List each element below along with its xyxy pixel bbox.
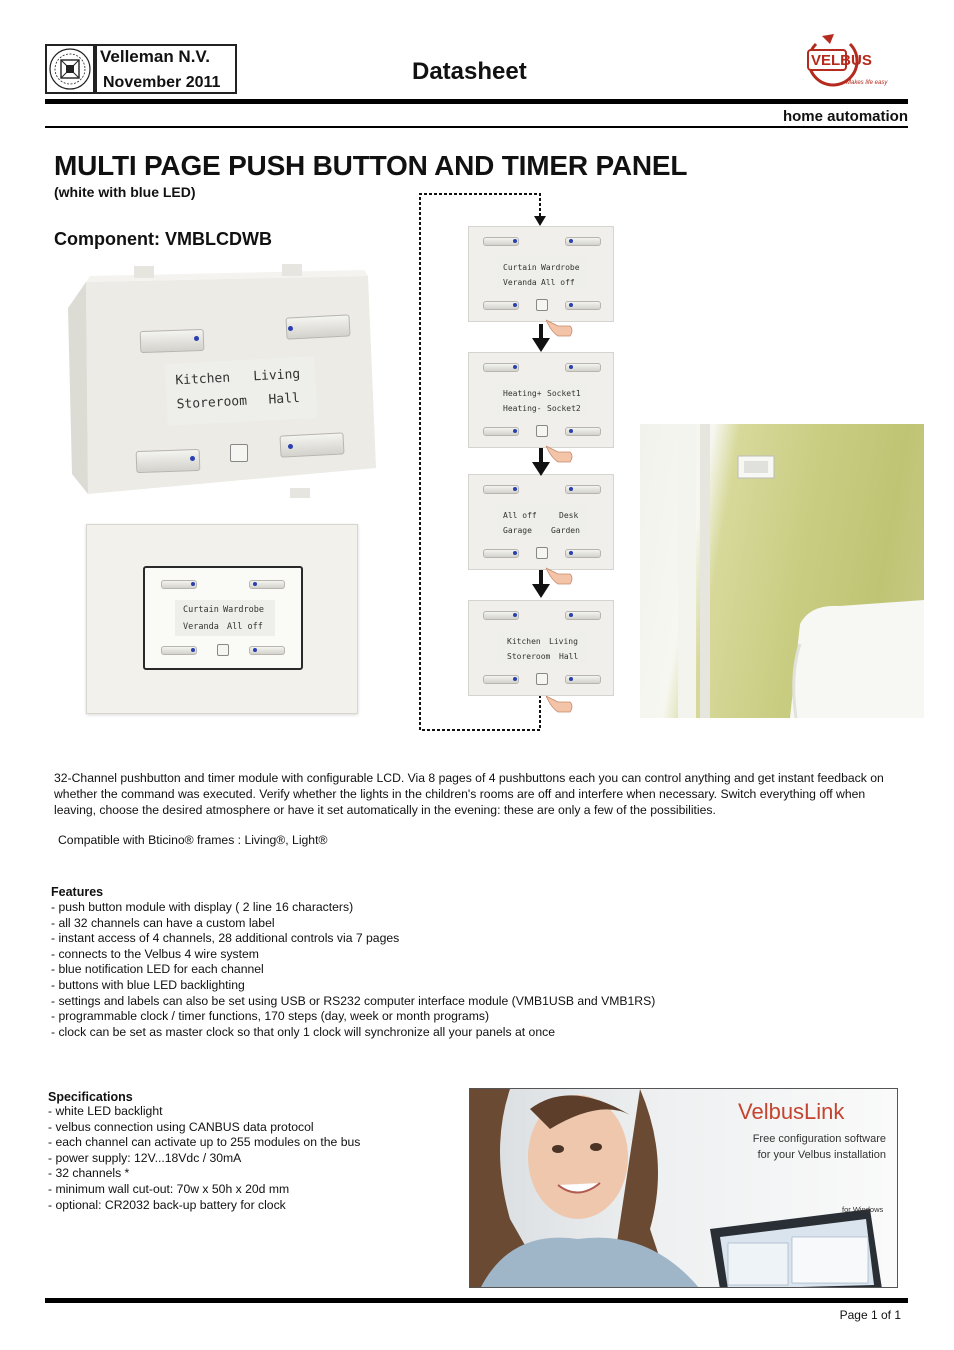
flat-lcd-l1-left: Curtain — [183, 605, 219, 615]
product-subtitle: (white with blue LED) — [54, 184, 196, 200]
list-item: - velbus connection using CANBUS data protocol — [48, 1119, 314, 1134]
specifications-list — [48, 1104, 360, 1213]
seq2-lcd-l2-right: Socket2 — [547, 404, 581, 413]
compatibility-note: Compatible with Bticino® frames : Living®, Light® — [58, 833, 328, 847]
component-code: Component: VMBLCDWB — [54, 229, 272, 249]
features-section — [51, 885, 655, 1040]
room-scene-icon — [640, 424, 924, 718]
seq2-page-button — [536, 425, 548, 437]
seq4-lcd-l1-left: Kitchen — [507, 637, 541, 646]
panel-3d-button-bottom-left — [136, 449, 201, 473]
list-item: - buttons with blue LED backlighting — [51, 977, 245, 992]
features-heading: Features — [51, 885, 104, 899]
document-date: November 2011 — [103, 74, 221, 91]
seq3-lcd-l2-right: Garden — [551, 526, 580, 535]
page-number: Page 1 of 1 — [839, 1308, 901, 1322]
list-item: - clock can be set as master clock so that only 1 clock will synchronize all your panels at once — [51, 1024, 555, 1039]
list-item: - all 32 channels can have a custom label — [51, 915, 275, 930]
sequence-page-1 — [468, 226, 614, 322]
panel-3d-lcd-l1-right: Living — [252, 366, 301, 385]
list-item: - optional: CR2032 back-up battery for clock — [48, 1197, 286, 1212]
sequence-page-2 — [468, 352, 614, 448]
seq3-page-button — [536, 547, 548, 559]
list-item: - instant access of 4 channels, 28 additional controls via 7 pages — [51, 931, 400, 946]
seq4-led-tl — [513, 613, 517, 617]
velbuslink-line-2: for your Velbus installation — [757, 1149, 886, 1161]
flat-page-button — [217, 644, 229, 656]
seq1-lcd-l2-left: Veranda — [503, 278, 537, 287]
seq2-lcd-l1-left: Heating+ — [503, 389, 542, 398]
panel-3d-lcd — [164, 356, 317, 426]
seq1-led-br — [569, 303, 573, 307]
velbus-logo-wordmark: VELBUS — [811, 52, 872, 69]
product-description: 32-Channel pushbutton and timer module with configurable LCD. Via 8 pages of 4 pushbuttons each you can control anything and get instant feedback on whether the command was executed. Verify whether the lights in the children's rooms are off and interfere when necessary. Switch everything off when leaving, choose the desired atmosphere or have it set automatically in the evening: these are only a few of the possibilities. — [54, 771, 884, 817]
pointing-hand-icon — [546, 318, 574, 338]
seq4-led-br — [569, 677, 573, 681]
seq3-led-br — [569, 551, 573, 555]
panel-3d-button-top-left — [140, 329, 205, 353]
velbuslink-platform: for Windows — [842, 1205, 884, 1214]
list-item: - white LED backlight — [48, 1104, 163, 1118]
panel-3d-led-top-right — [288, 326, 293, 331]
velbus-logo — [804, 30, 904, 92]
seq1-lcd-l1-right: Wardrobe — [541, 263, 580, 272]
velleman-emblem-icon — [47, 46, 93, 92]
panel-3d-lcd-l2-left: Storeroom — [176, 393, 248, 413]
seq2-led-br — [569, 429, 573, 433]
seq3-led-tr — [569, 487, 573, 491]
list-item: - each channel can activate up to 255 modules on the bus — [48, 1135, 361, 1150]
flat-lcd-l1-right: Wardrobe — [223, 605, 264, 615]
flat-lcd-l2-left: Veranda — [183, 622, 219, 632]
panel-3d-lcd-l1-left: Kitchen — [174, 370, 231, 389]
seq2-led-tl — [513, 365, 517, 369]
category-label: home automation — [782, 108, 908, 125]
seq4-page-button — [536, 673, 548, 685]
seq2-lcd-l1-right: Socket1 — [547, 389, 581, 398]
panel-3d-lcd-l2-right: Hall — [268, 390, 301, 408]
velleman-logo — [45, 44, 95, 94]
sequence-page-4 — [468, 600, 614, 696]
seq1-lcd-l2-right: All off — [541, 278, 575, 287]
seq4-lcd-l2-right: Hall — [559, 652, 579, 661]
seq3-lcd-l1-left: All off — [503, 511, 537, 520]
seq1-lcd — [497, 257, 587, 289]
room-installation-photo — [640, 424, 924, 718]
seq3-led-tl — [513, 487, 517, 491]
flat-lcd-l2-right: All off — [227, 622, 263, 632]
pointing-hand-icon — [546, 444, 574, 464]
velbus-tagline: Makes life easy — [846, 80, 888, 86]
seq4-lcd-l1-right: Living — [549, 637, 578, 646]
seq1-led-tl — [513, 239, 517, 243]
footer-rule — [45, 1298, 908, 1303]
panel-3d-led-bottom-left — [190, 456, 195, 461]
panel-3d-page-button — [230, 444, 248, 462]
seq1-page-button — [536, 299, 548, 311]
specifications-heading: Specifications — [48, 1090, 133, 1104]
seq2-lcd-l2-left: Heating- — [503, 404, 542, 413]
seq4-led-tr — [569, 613, 573, 617]
list-item: - connects to the Velbus 4 wire system — [51, 946, 259, 961]
velbuslink-title: VelbusLink — [738, 1099, 845, 1124]
flat-led-top-right — [253, 582, 257, 586]
panel-flat-module — [143, 566, 303, 670]
list-item: - blue notification LED for each channel — [51, 962, 264, 977]
panel-3d-photo — [68, 262, 376, 498]
seq4-led-bl — [513, 677, 517, 681]
document-type: Datasheet — [412, 58, 527, 85]
seq1-lcd-l1-left: Curtain — [503, 263, 537, 272]
seq3-lcd-l1-right: Desk — [559, 511, 579, 520]
list-item: - minimum wall cut-out: 70w x 50h x 20d mm — [48, 1181, 290, 1196]
list-item: - push button module with display ( 2 line 16 characters) — [51, 900, 354, 914]
flat-led-bottom-right — [253, 648, 257, 652]
seq3-lcd-l2-left: Garage — [503, 526, 532, 535]
pointing-hand-icon — [546, 694, 574, 714]
flat-led-bottom-left — [191, 648, 195, 652]
velbuslink-line-1: Free configuration software — [752, 1133, 886, 1145]
panel-3d-led-bottom-right — [288, 444, 293, 449]
company-name: Velleman N.V. — [100, 47, 210, 66]
panel-3d-led-top-left — [194, 336, 199, 341]
features-list — [51, 900, 655, 1040]
product-title: MULTI PAGE PUSH BUTTON AND TIMER PANEL — [54, 150, 688, 181]
velbuslink-advert — [469, 1088, 898, 1288]
seq2-led-tr — [569, 365, 573, 369]
seq3-lcd — [497, 505, 587, 537]
list-item: - programmable clock / timer functions, 170 steps (day, week or month programs) — [51, 1009, 490, 1024]
flat-led-top-left — [191, 582, 195, 586]
sequence-page-3 — [468, 474, 614, 570]
list-item: - settings and labels can also be set using USB or RS232 computer interface module (VMB1USB and VMB1RS) — [51, 993, 656, 1008]
seq1-led-tr — [569, 239, 573, 243]
flat-lcd — [175, 600, 275, 636]
panel-3d-button-top-right — [285, 314, 350, 339]
specifications-section — [48, 1090, 360, 1213]
seq1-led-bl — [513, 303, 517, 307]
list-item: - 32 channels * — [48, 1166, 130, 1181]
seq4-lcd — [497, 631, 587, 663]
pointing-hand-icon — [546, 566, 574, 586]
velbuslink-subtitle — [740, 1131, 886, 1163]
list-item: - power supply: 12V...18Vdc / 30mA — [48, 1150, 242, 1165]
header-rule-thin — [45, 126, 908, 128]
header-rule-thick — [45, 99, 908, 104]
seq4-lcd-l2-left: Storeroom — [507, 652, 551, 661]
seq3-led-bl — [513, 551, 517, 555]
seq2-led-bl — [513, 429, 517, 433]
seq2-lcd — [497, 383, 587, 415]
